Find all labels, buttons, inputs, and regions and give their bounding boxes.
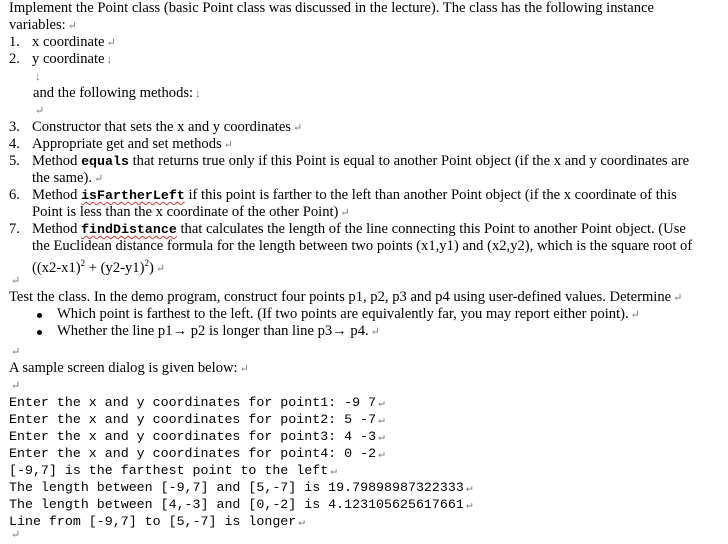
intro-line-1: Implement the Point class (basic Point class was discussed in the lecture). The class has the following instance bbox=[9, 0, 654, 16]
method-item-7: 7. Method findDistance that calculates the length of the line connecting this Point to another Point object. (Use bbox=[9, 221, 686, 237]
methods-intro: and the following methods: ↓ bbox=[33, 85, 201, 101]
method-item-3: 3. Constructor that sets the x and y coordinates ↵ bbox=[9, 119, 303, 135]
sample-intro: A sample screen dialog is given below: ↵ bbox=[9, 360, 249, 376]
variable-item-1: 1. x coordinate ↵ bbox=[9, 34, 116, 50]
bullet-dot-2 bbox=[37, 330, 42, 335]
code-isfartherleft: isFartherLeft bbox=[81, 188, 185, 203]
console-line-7: The length between [4,-3] and [0,-2] is 4.123105625617661 ↵ bbox=[9, 497, 473, 512]
method-item-5-cont: the same). ↵ bbox=[32, 170, 104, 186]
code-equals: equals bbox=[81, 154, 129, 169]
console-line-5: [-9,7] is the farthest point to the left ↵ bbox=[9, 463, 337, 478]
console-line-6: The length between [-9,7] and [5,-7] is 19.79898987322333 ↵ bbox=[9, 480, 473, 495]
console-line-2: Enter the x and y coordinates for point2: 5 -7 ↵ bbox=[9, 412, 385, 427]
method-item-5: 5. Method equals that returns true only if this Point is equal to another Point object (if the x and y coordinates are bbox=[9, 153, 690, 169]
console-line-8: Line from [-9,7] to [5,-7] is longer ↵ bbox=[9, 514, 305, 529]
method-item-6-cont: Point is less than the x coordinate of the other Point) ↵ bbox=[32, 204, 350, 220]
test-line-1: Test the class. In the demo program, construct four points p1, p2, p3 and p4 using user-defined values. Determine ↵ bbox=[9, 289, 683, 305]
console-line-4: Enter the x and y coordinates for point4: 0 -2 ↵ bbox=[9, 446, 385, 461]
paragraph-mark: ↵ bbox=[35, 105, 45, 117]
method-item-6: 6. Method isFartherLeft if this point is farther to the left than another Point object (if the x coordinate of this bbox=[9, 187, 677, 203]
console-line-1: Enter the x and y coordinates for point1: -9 7 ↵ bbox=[9, 395, 385, 410]
line-break-mark: ↓ bbox=[35, 71, 41, 83]
method-item-7-formula: $((x2-x1)^2 + (y2-y1)^2)$ ↵ bbox=[32, 258, 166, 276]
method-item-7-cont: the Euclidean distance formula for the length between two points (x1,y1) and (x2,y2), which is the square root of bbox=[32, 238, 693, 254]
method-item-4: 4. Appropriate get and set methods ↵ bbox=[9, 136, 233, 152]
variable-item-2: 2. y coordinate ↓ bbox=[9, 51, 113, 67]
intro-line-2: variables: ↵ bbox=[9, 17, 77, 33]
bullet-dot-1 bbox=[37, 313, 42, 318]
paragraph-mark-2: ↵ bbox=[11, 275, 21, 287]
bullet-item-1: Which point is farthest to the left. (If two points are equivalently far, you may report either point). ↵ bbox=[57, 306, 640, 322]
console-line-3: Enter the x and y coordinates for point3: 4 -3 ↵ bbox=[9, 429, 385, 444]
paragraph-mark-4: ↵ bbox=[11, 380, 21, 392]
bullet-item-2: Whether the line p1→ p2 is longer than line p3→ p4. ↵ bbox=[57, 323, 380, 339]
code-finddistance: findDistance bbox=[81, 222, 177, 237]
paragraph-mark-end: ↵ bbox=[11, 529, 21, 541]
paragraph-mark-3: ↵ bbox=[11, 346, 21, 358]
